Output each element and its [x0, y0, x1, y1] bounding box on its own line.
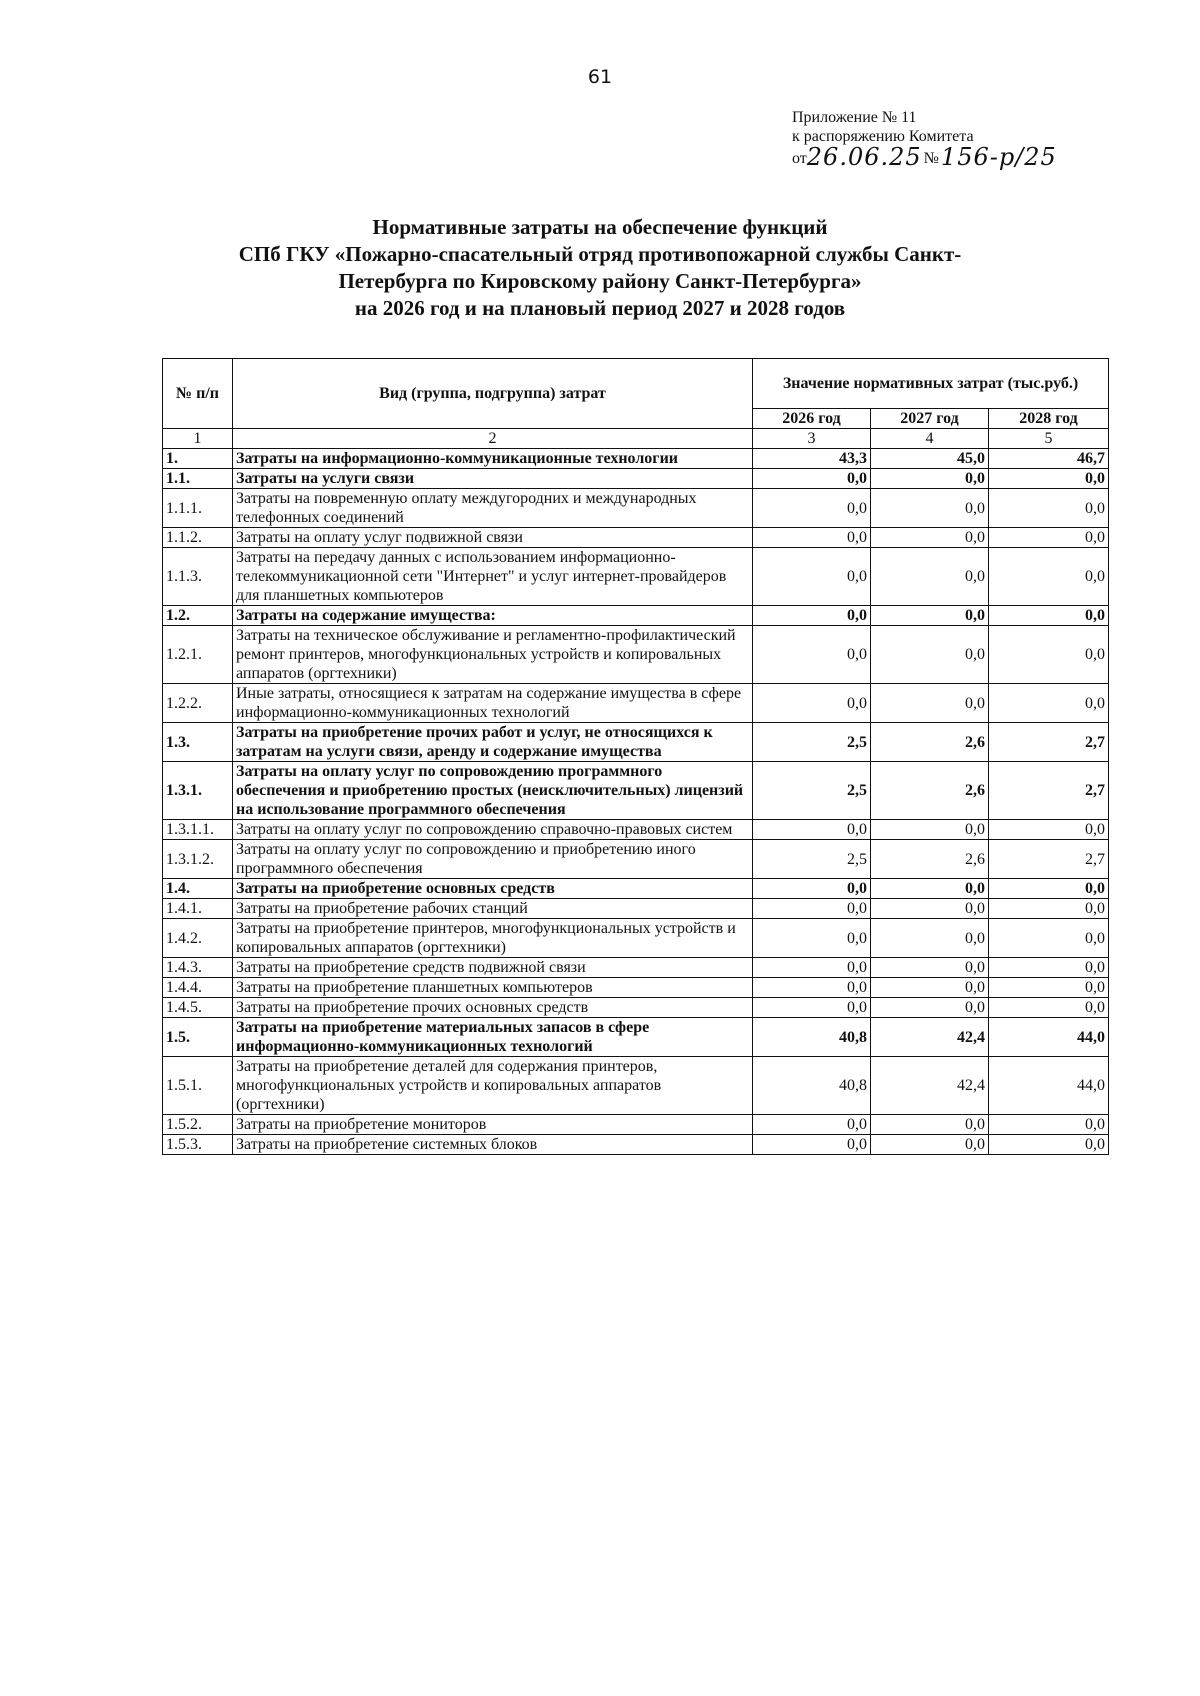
appendix-title: Приложение № 11 — [792, 109, 917, 126]
value-2028: 2,7 — [989, 723, 1109, 762]
value-2026: 40,8 — [753, 1057, 871, 1115]
row-name: Затраты на приобретение прочих основных средств — [233, 998, 753, 1018]
row-number: 1.4.4. — [163, 978, 233, 998]
value-2026: 0,0 — [753, 548, 871, 606]
value-2027: 0,0 — [871, 919, 989, 958]
table-row — [163, 606, 1109, 626]
value-2028: 2,7 — [989, 840, 1109, 879]
page-number: 61 — [587, 66, 613, 88]
value-2028: 0,0 — [989, 998, 1109, 1018]
value-2026: 0,0 — [753, 606, 871, 626]
value-2028: 0,0 — [989, 958, 1109, 978]
value-2028: 0,0 — [989, 820, 1109, 840]
row-name: Затраты на оплату услуг по сопровождению программного обеспечения и приобретению простых (неисключительных) лицензий на использование программного обеспечения — [233, 762, 753, 820]
row-number: 1.4. — [163, 879, 233, 899]
value-2026: 0,0 — [753, 978, 871, 998]
table-row — [163, 879, 1109, 899]
row-number: 1.5. — [163, 1018, 233, 1057]
value-2026: 2,5 — [753, 762, 871, 820]
value-2028: 0,0 — [989, 469, 1109, 489]
row-name: Затраты на услуги связи — [233, 469, 753, 489]
table-row — [163, 723, 1109, 762]
table-row — [163, 449, 1109, 469]
table-row — [163, 762, 1109, 820]
value-2027: 45,0 — [871, 449, 989, 469]
title-line-3: Петербурга по Кировскому району Санкт-Петербурга» — [338, 269, 862, 293]
table-row — [163, 1135, 1109, 1155]
value-2028: 0,0 — [989, 919, 1109, 958]
row-name: Затраты на приобретение принтеров, многофункциональных устройств и копировальных аппаратов (оргтехники) — [233, 919, 753, 958]
row-name: Затраты на приобретение системных блоков — [233, 1135, 753, 1155]
value-2026: 43,3 — [753, 449, 871, 469]
row-name: Затраты на оплату услуг по сопровождению справочно-правовых систем — [233, 820, 753, 840]
row-number: 1.4.3. — [163, 958, 233, 978]
table-row — [163, 489, 1109, 528]
value-2026: 2,5 — [753, 723, 871, 762]
row-number: 1. — [163, 449, 233, 469]
header-values: Значение нормативных затрат (тыс.руб.) — [753, 359, 1109, 409]
row-name: Затраты на приобретение прочих работ и услуг, не относящихся к затратам на услуги связи, аренду и содержание имущества — [233, 723, 753, 762]
value-2026: 0,0 — [753, 528, 871, 548]
value-2027: 42,4 — [871, 1057, 989, 1115]
value-2027: 0,0 — [871, 1115, 989, 1135]
col-index: 4 — [871, 429, 989, 449]
table-row — [163, 978, 1109, 998]
value-2027: 0,0 — [871, 1135, 989, 1155]
title-line-2: СПб ГКУ «Пожарно-спасательный отряд противопожарной службы Санкт- — [238, 242, 962, 266]
value-2028: 0,0 — [989, 548, 1109, 606]
cost-table — [162, 358, 1109, 1155]
table-row — [163, 840, 1109, 879]
value-2028: 0,0 — [989, 1115, 1109, 1135]
table-row — [163, 958, 1109, 978]
value-2027: 0,0 — [871, 998, 989, 1018]
handwritten-date: 26.06.25 — [806, 143, 922, 171]
col-index: 1 — [163, 429, 233, 449]
table-row — [163, 820, 1109, 840]
value-2028: 0,0 — [989, 606, 1109, 626]
value-2028: 0,0 — [989, 528, 1109, 548]
number-label: № — [923, 150, 939, 167]
row-number: 1.1.3. — [163, 548, 233, 606]
row-name: Затраты на повременную оплату междугородних и международных телефонных соединений — [233, 489, 753, 528]
row-number: 1.1.2. — [163, 528, 233, 548]
value-2028: 0,0 — [989, 626, 1109, 684]
row-number: 1.2.2. — [163, 684, 233, 723]
value-2028: 44,0 — [989, 1057, 1109, 1115]
row-name: Затраты на информационно-коммуникационные технологии — [233, 449, 753, 469]
value-2028: 46,7 — [989, 449, 1109, 469]
value-2027: 42,4 — [871, 1018, 989, 1057]
row-number: 1.3.1.1. — [163, 820, 233, 840]
col-index: 2 — [233, 429, 753, 449]
table-row — [163, 548, 1109, 606]
row-name: Затраты на приобретение деталей для содержания принтеров, многофункциональных устройств и копировальных аппаратов (оргтехники) — [233, 1057, 753, 1115]
value-2028: 0,0 — [989, 1135, 1109, 1155]
value-2027: 0,0 — [871, 684, 989, 723]
value-2027: 0,0 — [871, 899, 989, 919]
row-number: 1.2. — [163, 606, 233, 626]
table-row — [163, 469, 1109, 489]
document-title — [150, 214, 1050, 322]
value-2026: 0,0 — [753, 1115, 871, 1135]
value-2026: 2,5 — [753, 840, 871, 879]
row-number: 1.3.1.2. — [163, 840, 233, 879]
value-2026: 0,0 — [753, 684, 871, 723]
value-2027: 2,6 — [871, 762, 989, 820]
appendix-date-line — [792, 143, 1057, 171]
table-row — [163, 919, 1109, 958]
value-2027: 2,6 — [871, 723, 989, 762]
row-number: 1.1. — [163, 469, 233, 489]
value-2026: 0,0 — [753, 958, 871, 978]
value-2028: 0,0 — [989, 879, 1109, 899]
value-2027: 0,0 — [871, 879, 989, 899]
row-number: 1.4.5. — [163, 998, 233, 1018]
value-2027: 0,0 — [871, 820, 989, 840]
value-2026: 0,0 — [753, 899, 871, 919]
row-number: 1.3.1. — [163, 762, 233, 820]
value-2028: 44,0 — [989, 1018, 1109, 1057]
header-year-2026: 2026 год — [753, 409, 871, 429]
value-2027: 0,0 — [871, 958, 989, 978]
row-name: Затраты на приобретение рабочих станций — [233, 899, 753, 919]
table-row — [163, 528, 1109, 548]
row-number: 1.3. — [163, 723, 233, 762]
value-2028: 2,7 — [989, 762, 1109, 820]
table-row — [163, 684, 1109, 723]
table-row — [163, 1057, 1109, 1115]
row-number: 1.5.1. — [163, 1057, 233, 1115]
row-name: Затраты на передачу данных с использованием информационно-телекоммуникационной сети "Интернет" и услуг интернет-провайдеров для планшетных компьютеров — [233, 548, 753, 606]
row-name: Затраты на приобретение планшетных компьютеров — [233, 978, 753, 998]
table-row — [163, 998, 1109, 1018]
value-2026: 40,8 — [753, 1018, 871, 1057]
row-name: Затраты на оплату услуг подвижной связи — [233, 528, 753, 548]
value-2026: 0,0 — [753, 1135, 871, 1155]
value-2028: 0,0 — [989, 978, 1109, 998]
table-row — [163, 1018, 1109, 1057]
header-year-2027: 2027 год — [871, 409, 989, 429]
appendix-order: к распоряжению Комитета — [792, 128, 974, 145]
row-number: 1.5.2. — [163, 1115, 233, 1135]
row-name: Затраты на приобретение мониторов — [233, 1115, 753, 1135]
value-2026: 0,0 — [753, 879, 871, 899]
row-name: Затраты на приобретение средств подвижной связи — [233, 958, 753, 978]
value-2027: 0,0 — [871, 606, 989, 626]
appendix-block — [792, 108, 1057, 171]
value-2026: 0,0 — [753, 489, 871, 528]
title-line-1: Нормативные затраты на обеспечение функций — [372, 215, 828, 239]
value-2027: 0,0 — [871, 978, 989, 998]
value-2026: 0,0 — [753, 998, 871, 1018]
from-label: от — [792, 150, 807, 167]
value-2027: 0,0 — [871, 626, 989, 684]
value-2026: 0,0 — [753, 626, 871, 684]
row-number: 1.2.1. — [163, 626, 233, 684]
row-name: Затраты на содержание имущества: — [233, 606, 753, 626]
value-2027: 0,0 — [871, 489, 989, 528]
header-year-2028: 2028 год — [989, 409, 1109, 429]
row-name: Затраты на приобретение материальных запасов в сфере информационно-коммуникационных технологий — [233, 1018, 753, 1057]
value-2028: 0,0 — [989, 684, 1109, 723]
value-2027: 2,6 — [871, 840, 989, 879]
value-2026: 0,0 — [753, 469, 871, 489]
row-name: Затраты на техническое обслуживание и регламентно-профилактический ремонт принтеров, многофункциональных устройств и копировальных аппаратов (оргтехники) — [233, 626, 753, 684]
col-index: 5 — [989, 429, 1109, 449]
value-2026: 0,0 — [753, 820, 871, 840]
col-index: 3 — [753, 429, 871, 449]
row-number: 1.5.3. — [163, 1135, 233, 1155]
header-kind: Вид (группа, подгруппа) затрат — [233, 359, 753, 429]
table-row — [163, 626, 1109, 684]
value-2027: 0,0 — [871, 528, 989, 548]
row-name: Затраты на оплату услуг по сопровождению и приобретению иного программного обеспечения — [233, 840, 753, 879]
row-name: Иные затраты, относящиеся к затратам на содержание имущества в сфере информационно-коммуникационных технологий — [233, 684, 753, 723]
value-2026: 0,0 — [753, 919, 871, 958]
value-2028: 0,0 — [989, 899, 1109, 919]
value-2027: 0,0 — [871, 469, 989, 489]
row-number: 1.4.2. — [163, 919, 233, 958]
table-row — [163, 1115, 1109, 1135]
value-2027: 0,0 — [871, 548, 989, 606]
row-number: 1.4.1. — [163, 899, 233, 919]
row-number: 1.1.1. — [163, 489, 233, 528]
row-name: Затраты на приобретение основных средств — [233, 879, 753, 899]
title-line-4: на 2026 год и на плановый период 2027 и 2028 годов — [354, 296, 846, 320]
header-num: № п/п — [163, 359, 233, 429]
handwritten-number: 156-р/25 — [940, 143, 1057, 171]
value-2028: 0,0 — [989, 489, 1109, 528]
table-row — [163, 899, 1109, 919]
